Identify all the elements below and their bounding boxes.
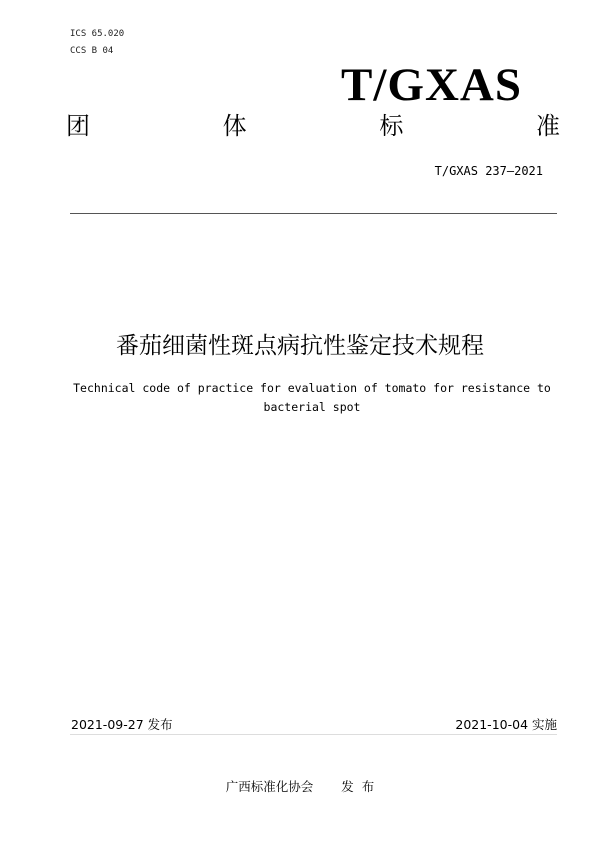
category-char: 团 bbox=[66, 112, 90, 140]
release-date: 2021-09-27 发布 bbox=[71, 717, 173, 732]
header-divider bbox=[70, 213, 557, 214]
footer-divider bbox=[70, 734, 557, 735]
category-char: 标 bbox=[379, 112, 404, 140]
implementation-date: 2021-10-04 实施 bbox=[455, 717, 557, 732]
ccs-code: CCS B 04 bbox=[70, 46, 114, 56]
publish-action: 发 布 bbox=[341, 779, 375, 794]
standard-category bbox=[66, 113, 560, 139]
publisher-name: 广西标准化协会 bbox=[225, 779, 314, 794]
standard-number: T/GXAS 237—2021 bbox=[434, 164, 543, 178]
ics-code: ICS 65.020 bbox=[70, 29, 125, 39]
category-char: 准 bbox=[535, 112, 560, 140]
document-title-chinese: 番茄细菌性斑点病抗性鉴定技术规程 bbox=[116, 333, 484, 359]
publisher-line bbox=[0, 777, 600, 795]
category-char: 体 bbox=[222, 112, 247, 140]
standard-logo: T/GXAS bbox=[341, 59, 522, 111]
document-title-english: Technical code of practice for evaluation of tomato for resistance to bacterial spot bbox=[73, 381, 551, 414]
